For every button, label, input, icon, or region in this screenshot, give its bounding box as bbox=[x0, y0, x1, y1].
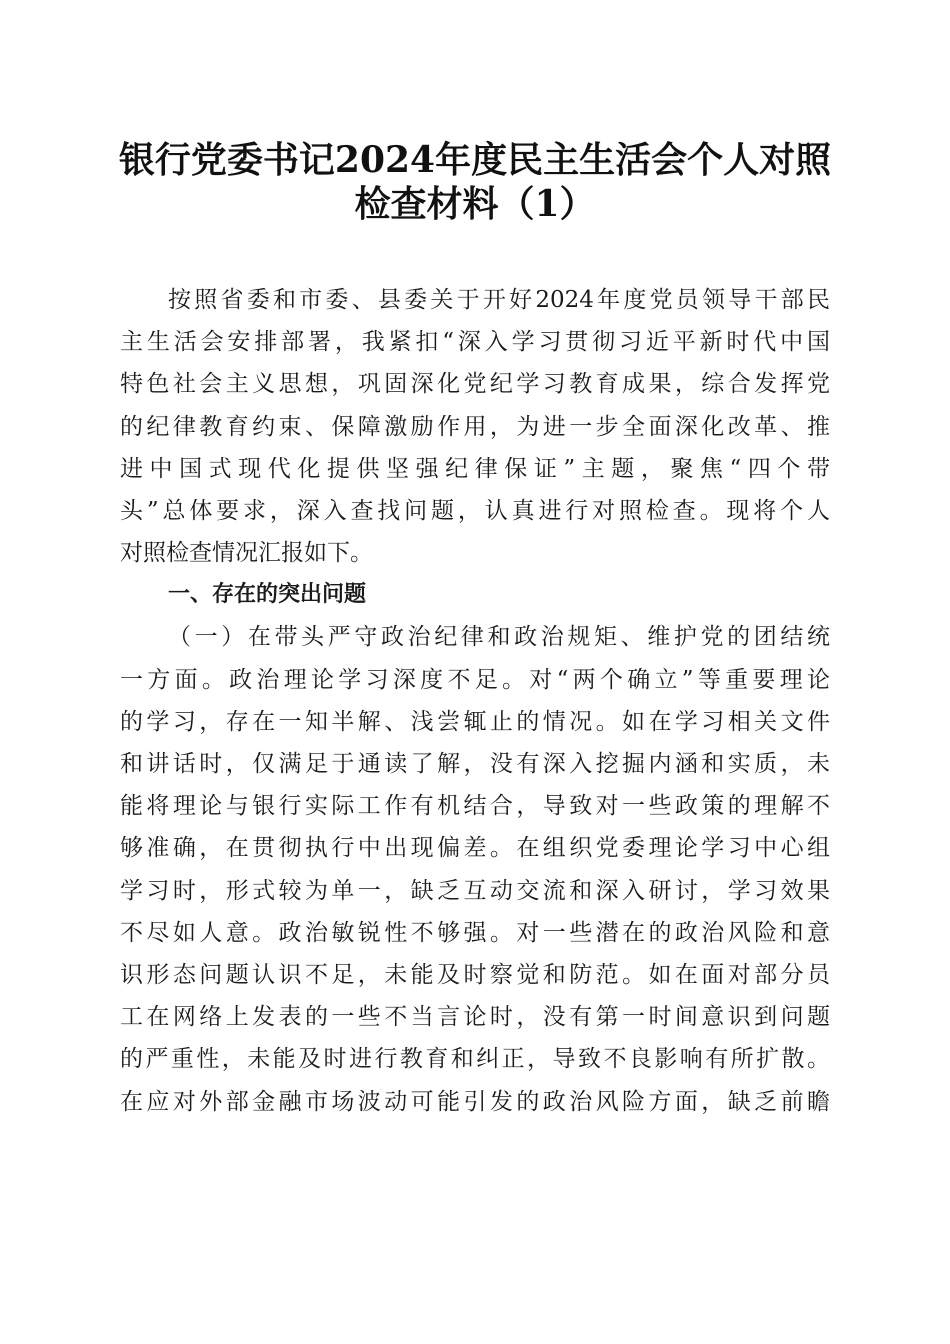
paragraph-line: 工在网络上发表的一些不当言论时，没有第一时间意识到问题 bbox=[120, 1004, 830, 1030]
paragraph-line: 对照检查情况汇报如下。 bbox=[120, 540, 373, 566]
paragraph-line: 在应对外部金融市场波动可能引发的政治风险方面，缺乏前瞻 bbox=[120, 1089, 830, 1115]
paragraph-line: 进中国式现代化提供坚强纪律保证”主题，聚焦“四个带 bbox=[120, 456, 830, 482]
paragraph-line: 的严重性，未能及时进行教育和纠正，导致不良影响有所扩散。 bbox=[120, 1046, 830, 1072]
paragraph-line: 按照省委和市委、县委关于开好2024年度党员领导干部民 bbox=[168, 287, 830, 313]
document-title-line-2: 检查材料（1） bbox=[354, 183, 596, 225]
paragraph-line: 够准确，在贯彻执行中出现偏差。在组织党委理论学习中心组 bbox=[120, 835, 830, 861]
paragraph-line: 学习时，形式较为单一，缺乏互动交流和深入研讨，学习效果 bbox=[120, 878, 830, 904]
paragraph-line: 一方面。政治理论学习深度不足。对“两个确立”等重要理论 bbox=[120, 667, 830, 693]
paragraph-line: 能将理论与银行实际工作有机结合，导致对一些政策的理解不 bbox=[120, 793, 830, 819]
paragraph-line: 的纪律教育约束、保障激励作用，为进一步全面深化改革、推 bbox=[120, 414, 830, 440]
paragraph-line: （一）在带头严守政治纪律和政治规矩、维护党的团结统 bbox=[168, 624, 830, 650]
section-heading: 一、存在的突出问题 bbox=[168, 582, 367, 607]
paragraph-line: 主生活会安排部署，我紧扣“深入学习贯彻习近平新时代中国 bbox=[120, 329, 830, 355]
paragraph-line: 头”总体要求，深入查找问题，认真进行对照检查。现将个人 bbox=[120, 498, 830, 524]
document-title-line-1: 银行党委书记2024年度民主生活会个人对照 bbox=[118, 139, 832, 181]
paragraph-line: 特色社会主义思想，巩固深化党纪学习教育成果，综合发挥党 bbox=[120, 371, 830, 397]
paragraph-line: 的学习，存在一知半解、浅尝辄止的情况。如在学习相关文件 bbox=[120, 709, 830, 735]
paragraph-line: 识形态问题认识不足，未能及时察觉和防范。如在面对部分员 bbox=[120, 962, 830, 988]
paragraph-line: 和讲话时，仅满足于通读了解，没有深入挖掘内涵和实质，未 bbox=[120, 751, 830, 777]
paragraph-line: 不尽如人意。政治敏锐性不够强。对一些潜在的政治风险和意 bbox=[120, 920, 830, 946]
